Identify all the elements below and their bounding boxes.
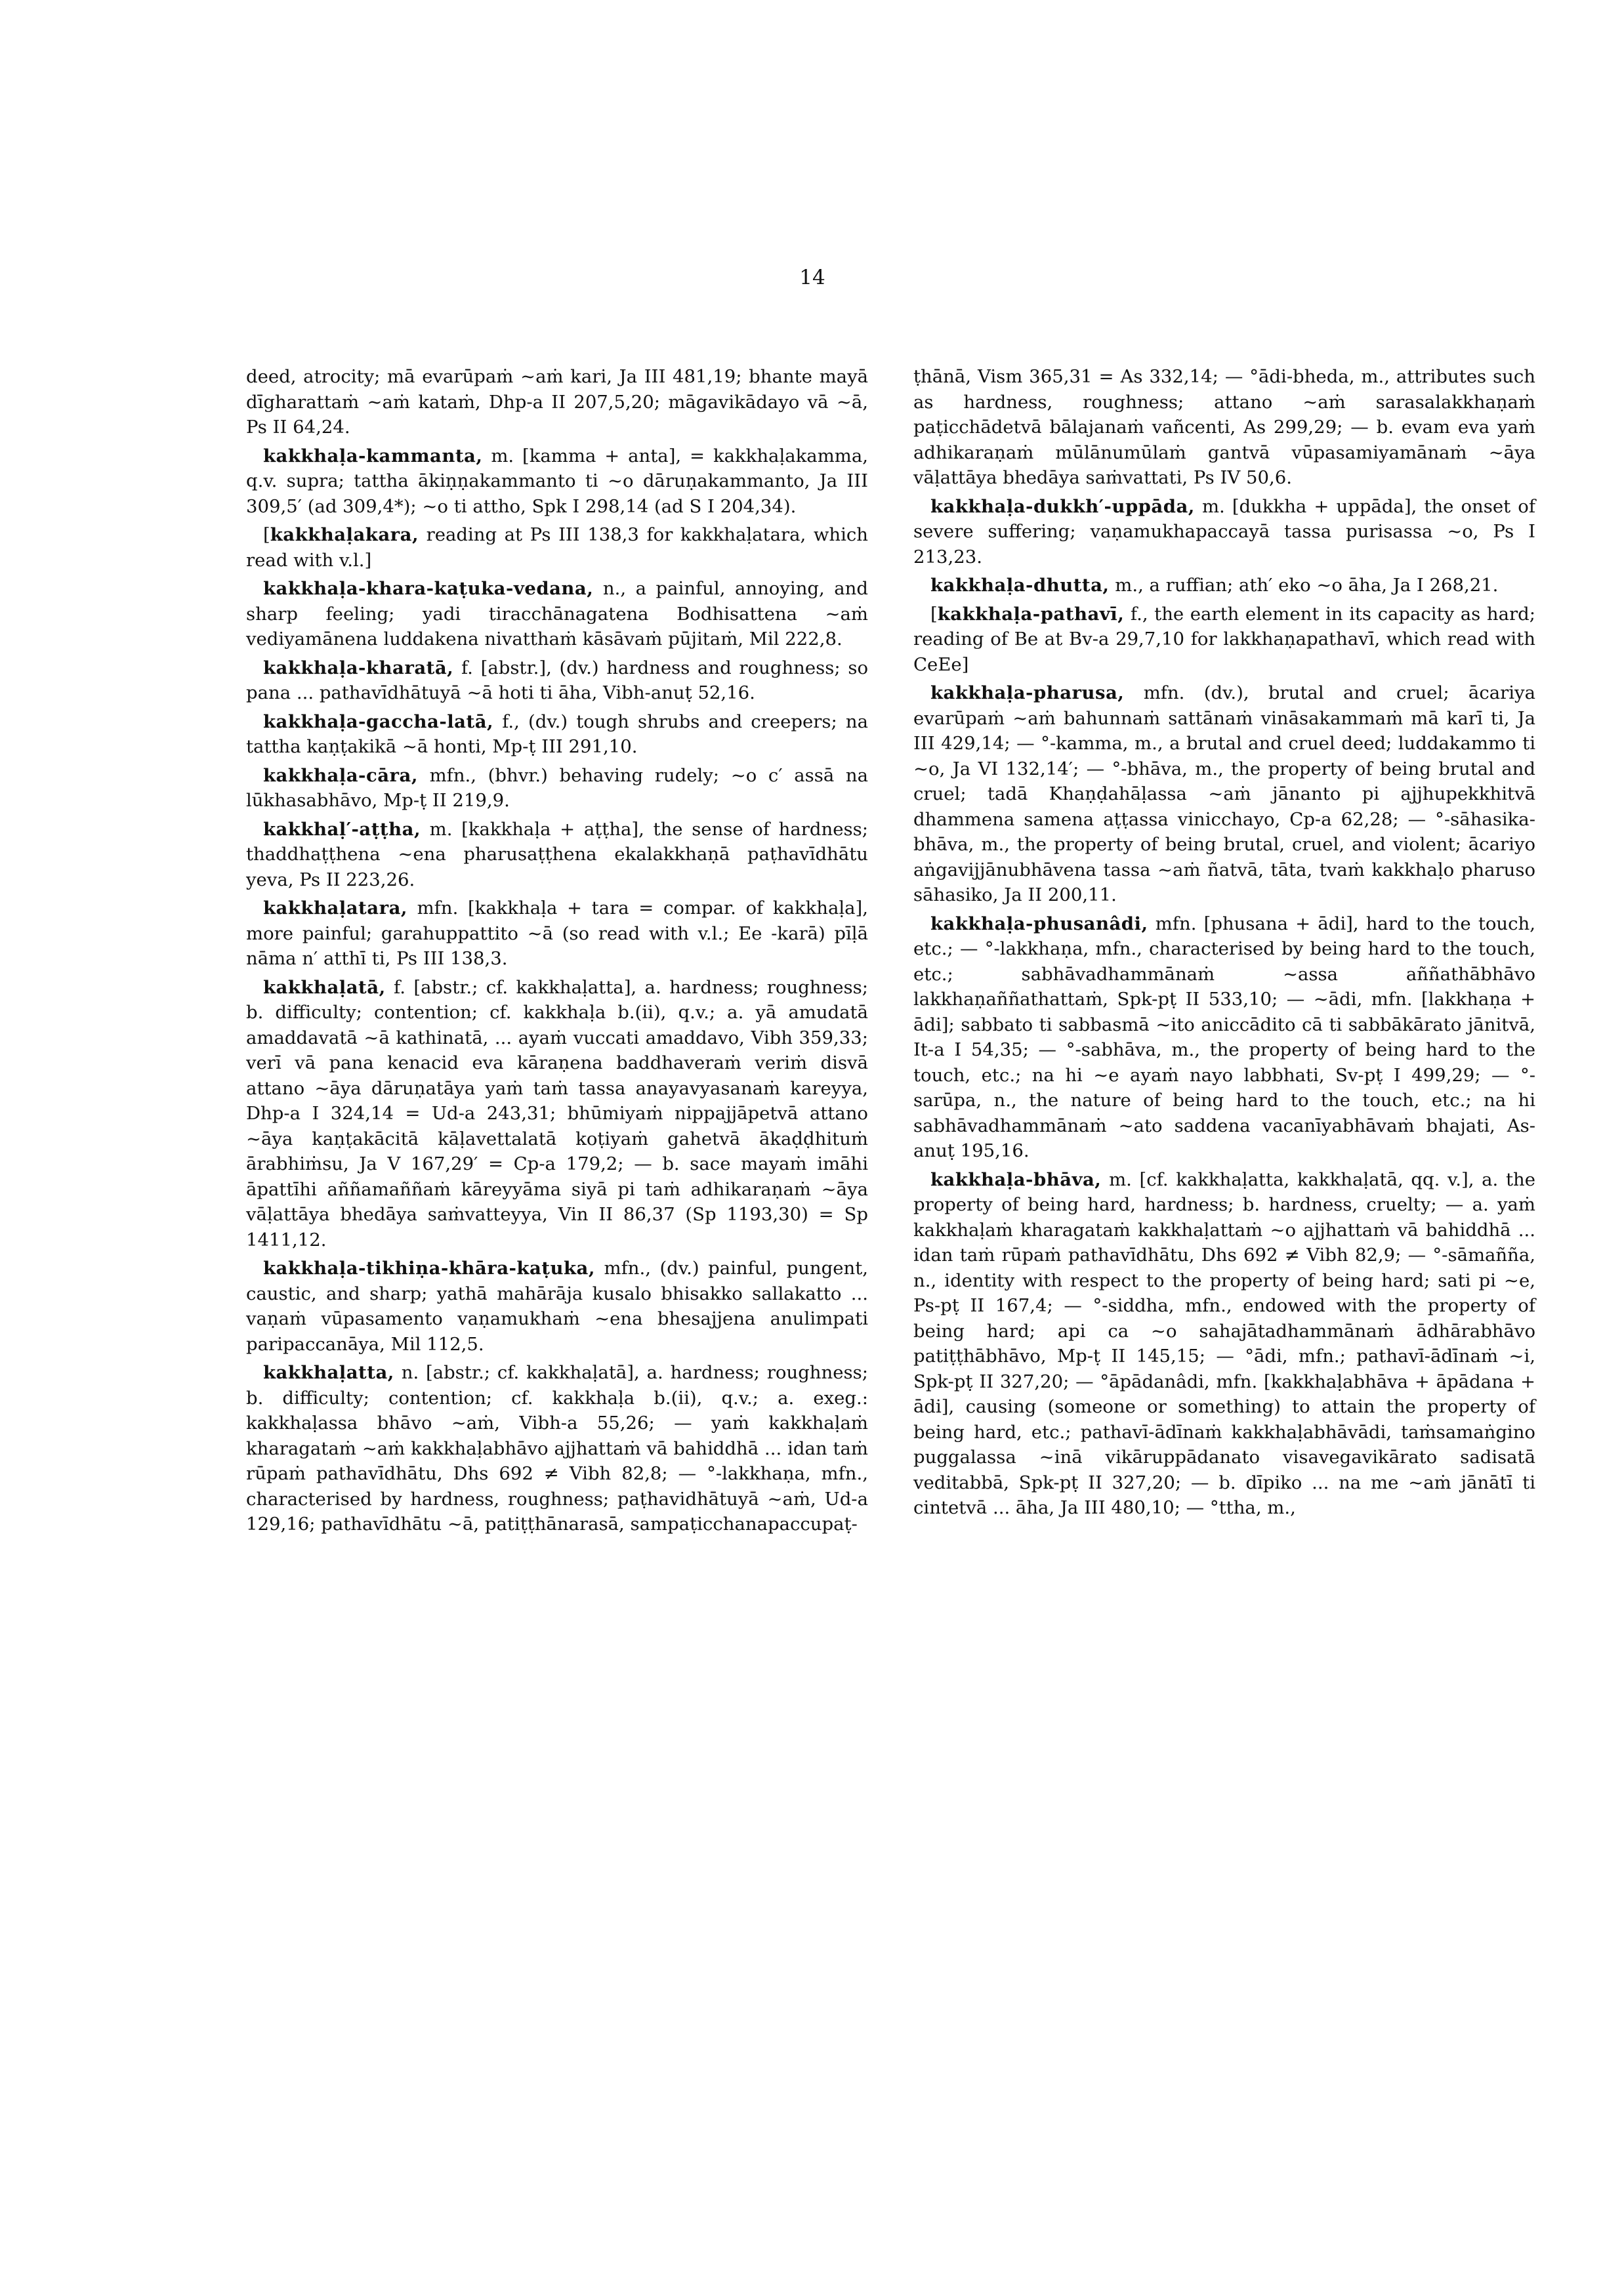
entry-continuation bbox=[246, 364, 868, 440]
entry-bracket: [ bbox=[930, 603, 938, 625]
entry-headword: kakkhaḷa-cāra, bbox=[263, 764, 418, 786]
entry-text: f., (dv.) tough shrubs and creepers; na tattha kaṇṭakikā ~ā honti, Mp-ṭ III 291,10. bbox=[246, 711, 868, 757]
entry-headword: kakkhaḷakara, bbox=[270, 524, 419, 545]
dictionary-entry bbox=[246, 444, 868, 520]
entry-text: f. [abstr.; cf. kakkhaḷatta], a. hardness; roughness; b. difficulty; contention; cf. kakkhaḷa b.(ii), q.v.; a. yā amudatā amaddavatā ~ā kathinatā, ... ayaṁ vuccati amaddavo, Vibh 359,33; verī vā pana kenacid eva kāraṇena baddhaveraṁ veriṁ disvā attano ~āya dāruṇatāya yaṁ taṁ tassa anayavyasanaṁ kareyya, Dhp-a I 324,14 = Ud-a 243,31; bhūmiyaṁ nippajjāpetvā attano ~āya kaṇṭakācitā kāḷavettalatā koṭiyaṁ gahetvā ākaḍḍhituṁ ārabhiṁsu, Ja V 167,29′ = Cp-a 179,2; — b. sace mayaṁ imāhi āpattīhi aññamaññaṁ kāreyyāma siyā pi taṁ adhikaraṇaṁ ~āya vāḷattāya bhedāya saṁvatteyya, Vin II 86,37 (Sp 1193,30) = Sp 1411,12. bbox=[246, 976, 868, 1251]
page-number: 14 bbox=[799, 266, 825, 289]
entry-text: f., the earth element in its capacity as hard; reading of Be at Bv-a 29,7,10 for lakkhaṇapathavī, which read with CeEe] bbox=[913, 603, 1535, 675]
dictionary-entry bbox=[246, 709, 868, 760]
dictionary-entry bbox=[246, 1256, 868, 1357]
right-column bbox=[913, 364, 1535, 1524]
entry-headword: kakkhaḷa-dukkh′-uppāda, bbox=[930, 495, 1195, 517]
entry-headword: kakkhaḷa-phusanâdi, bbox=[930, 913, 1148, 934]
entry-text: n. [abstr.; cf. kakkhaḷatā], a. hardness; roughness; b. difficulty; contention; cf. kakkhaḷa b.(ii), q.v.; a. exeg.: kakkhaḷassa bhāvo ~aṁ, Vibh-a 55,26; — yaṁ kakkhaḷaṁ kharagataṁ ~aṁ kakkhaḷabhāvo ajjhattaṁ vā bahiddhā ... idan taṁ rūpaṁ pathavīdhātu, Dhs 692 ≠ Vibh 82,8; — °-lakkhaṇa, mfn., characterised by hardness, roughness; paṭhavidhātuyā ~aṁ, Ud-a 129,16; pathavīdhātu ~ā, patiṭṭhānarasā, sampaṭicchanapaccupaṭ- bbox=[246, 1362, 868, 1535]
entry-text: m. [cf. kakkhaḷatta, kakkhaḷatā, qq. v.], a. the property of being hard, hardness; b. hardness, cruelty; — a. yaṁ kakkhaḷaṁ kharagataṁ kakkhaḷattaṁ ~o ajjhattaṁ vā bahiddhā ... idan taṁ rūpaṁ pathavīdhātu, Dhs 692 ≠ Vibh 82,9; — °-sāmañña, n., identity with respect to the property of being hard; sati pi ~e, Ps-pṭ II 167,4; — °-siddha, mfn., endowed with the property of being hard; api ca ~o sahajātadhammānaṁ ādhārabhāvo patiṭṭhābhāvo, Mp-ṭ II 145,15; — °ādi, mfn.; pathavī-ādīnaṁ ~i, Spk-pṭ II 327,20; — °āpādanâdi, mfn. [kakkhaḷabhāva + āpādana + ādi], causing (someone or something) to attain the property of being hard, etc.; pathavī-ādīnaṁ kakkhaḷabhāvādi, taṁsamaṅgino puggalassa ~inā vikāruppādanato visavegavikārato sadisatā veditabbā, Spk-pṭ II 327,20; — b. dīpiko ... na me ~aṁ jānātī ti cintetvā ... āha, Ja III 480,10; — °ttha, m., bbox=[913, 1168, 1535, 1518]
entry-text: m., a ruffian; ath′ eko ~o āha, Ja I 268,21. bbox=[1115, 575, 1499, 596]
entry-headword: kakkhaḷatta, bbox=[263, 1362, 394, 1383]
entry-headword: kakkhaḷa-tikhiṇa-khāra-kaṭuka, bbox=[263, 1258, 595, 1279]
entry-headword: kakkhaḷa-gaccha-latā, bbox=[263, 711, 494, 732]
dictionary-entry bbox=[246, 1360, 868, 1537]
entry-headword: kakkhaḷa-dhutta, bbox=[930, 575, 1110, 596]
entry-text: mfn., (dv.) painful, pungent, caustic, and sharp; yathā mahārāja kusalo bhisakko sallakatto ... vaṇaṁ vūpasamento vaṇamukhaṁ ~ena bhesajjena anulimpati paripaccanāya, Mil 112,5. bbox=[246, 1258, 868, 1355]
entry-text: n., a painful, annoying, and sharp feeling; yadi tiracchānagatena Bodhisattena ~aṁ vediyamānena luddakena nivatthaṁ kāsāvaṁ pūjitaṁ, Mil 222,8. bbox=[246, 578, 868, 650]
dictionary-entry bbox=[913, 911, 1535, 1164]
left-column bbox=[246, 364, 868, 1540]
entry-text: mfn. (dv.), brutal and cruel; ācariya evarūpaṁ ~aṁ bahunnaṁ sattānaṁ vināsakammaṁ mā karī ti, Ja III 429,14; — °-kamma, m., a brutal and cruel deed; luddakammo ti ~o, Ja VI 132,14′; — °-bhāva, m., the property of being brutal and cruel; tadā Khaṇḍahāḷassa ~aṁ jānanto pi ajjhupekkhitvā dhammena samena aṭṭassa vinicchayo, Cp-a 62,28; — °-sāhasika-bhāva, m., the property of being brutal, cruel, and violent; ācariyo aṅgavijjānubhāvena tassa ~aṁ ñatvā, tāta, tvaṁ kakkhaḷo pharuso sāhasiko, Ja II 200,11. bbox=[913, 682, 1535, 905]
entry-headword: kakkhaḷatā, bbox=[263, 976, 386, 998]
dictionary-entry bbox=[913, 573, 1535, 598]
dictionary-entry bbox=[913, 680, 1535, 908]
dictionary-entry bbox=[246, 576, 868, 652]
entry-text: ṭhānā, Vism 365,31 = As 332,14; — °ādi-bheda, m., attributes such as hardness, roughness; attano ~aṁ sarasalakkhaṇaṁ paṭicchādetvā bālajanaṁ vañcenti, As 299,29; — b. evam eva yaṁ adhikaraṇaṁ mūlānumūlaṁ gantvā vūpasamiyamānaṁ ~āya vāḷattāya bhedāya saṁvattati, Ps IV 50,6. bbox=[913, 366, 1535, 488]
dictionary-entry bbox=[246, 522, 868, 573]
dictionary-entry bbox=[246, 896, 868, 972]
entry-text: reading at Ps III 138,3 for kakkhaḷatara, which read with v.l.] bbox=[246, 524, 868, 571]
entry-text: m. [dukkha + uppāda], the onset of severe suffering; vaṇamukhapaccayā tassa purisassa ~o, Ps I 213,23. bbox=[913, 495, 1535, 568]
entry-text: mfn. [phusana + ādi], hard to the touch, etc.; — °-lakkhaṇa, mfn., characterised by being hard to the touch, etc.; sabhāvadhammānaṁ ~assa aññathābhāvo lakkhaṇaññathattaṁ, Spk-pṭ II 533,10; — ~ādi, mfn. [lakkhaṇa + ādi]; sabbato ti sabbasmā ~ito aniccādito cā ti sabbākārato jānitvā, It-a I 54,35; — °-sabhāva, m., the property of being hard to the touch, etc.; na hi ~e ayaṁ nayo labbhati, Sv-pṭ I 499,29; — °-sarūpa, n., the nature of being hard to the touch, etc.; na hi sabhāvadhammānaṁ ~ato saddena vacanīyabhāvaṁ bhajati, As-anuṭ 195,16. bbox=[913, 913, 1535, 1161]
entry-headword: kakkhaḷa-bhāva, bbox=[930, 1168, 1102, 1190]
entry-text: m. [kamma + anta], = kakkhaḷakamma, q.v. supra; tattha ākiṇṇakammanto ti ~o dāruṇakammanto, Ja III 309,5′ (ad 309,4*); ~o ti attho, Spk I 298,14 (ad S I 204,34). bbox=[246, 445, 868, 517]
entry-text: f. [abstr.], (dv.) hardness and roughness; so pana ... pathavīdhātuyā ~ā hoti ti āha, Vibh-anuṭ 52,16. bbox=[246, 657, 868, 703]
entry-continuation bbox=[913, 364, 1535, 491]
entry-headword: kakkhaḷa-pharusa, bbox=[930, 682, 1125, 703]
dictionary-entry bbox=[913, 1167, 1535, 1521]
entry-text: m. [kakkhaḷa + aṭṭha], the sense of hardness; thaddhaṭṭhena ~ena pharusaṭṭhena ekalakkhaṇā paṭhavīdhātu yeva, Ps II 223,26. bbox=[246, 818, 869, 890]
dictionary-entry bbox=[246, 975, 868, 1253]
entry-text: deed, atrocity; mā evarūpaṁ ~aṁ kari, Ja III 481,19; bhante mayā dīgharattaṁ ~aṁ kataṁ, Dhp-a II 207,5,20; māgavikādayo vā ~ā, Ps II 64,24. bbox=[246, 366, 868, 438]
entry-headword: kakkhaḷatara, bbox=[263, 898, 407, 919]
dictionary-entry bbox=[246, 763, 868, 814]
entry-bracket: [ bbox=[263, 524, 270, 545]
entry-headword: kakkhaḷa-khara-kaṭuka-vedana, bbox=[263, 578, 594, 599]
dictionary-entry bbox=[913, 602, 1535, 678]
entry-text: mfn. [kakkhaḷa + tara = compar. of kakkhaḷa], more painful; garahuppattito ~ā (so read with v.l.; Ee -karā) pīḷā nāma n′ atthī ti, Ps III 138,3. bbox=[246, 898, 868, 969]
dictionary-entry bbox=[913, 494, 1535, 570]
dictionary-entry bbox=[246, 817, 868, 893]
entry-headword: kakkhaḷa-pathavī, bbox=[937, 603, 1125, 625]
entry-headword: kakkhaḷ′-aṭṭha, bbox=[263, 818, 421, 840]
entry-text: mfn., (bhvr.) behaving rudely; ~o c′ assā na lūkhasabhāvo, Mp-ṭ II 219,9. bbox=[246, 764, 868, 811]
entry-headword: kakkhaḷa-kammanta, bbox=[263, 445, 483, 466]
entry-headword: kakkhaḷa-kharatā, bbox=[263, 657, 454, 678]
dictionary-entry bbox=[246, 655, 868, 706]
